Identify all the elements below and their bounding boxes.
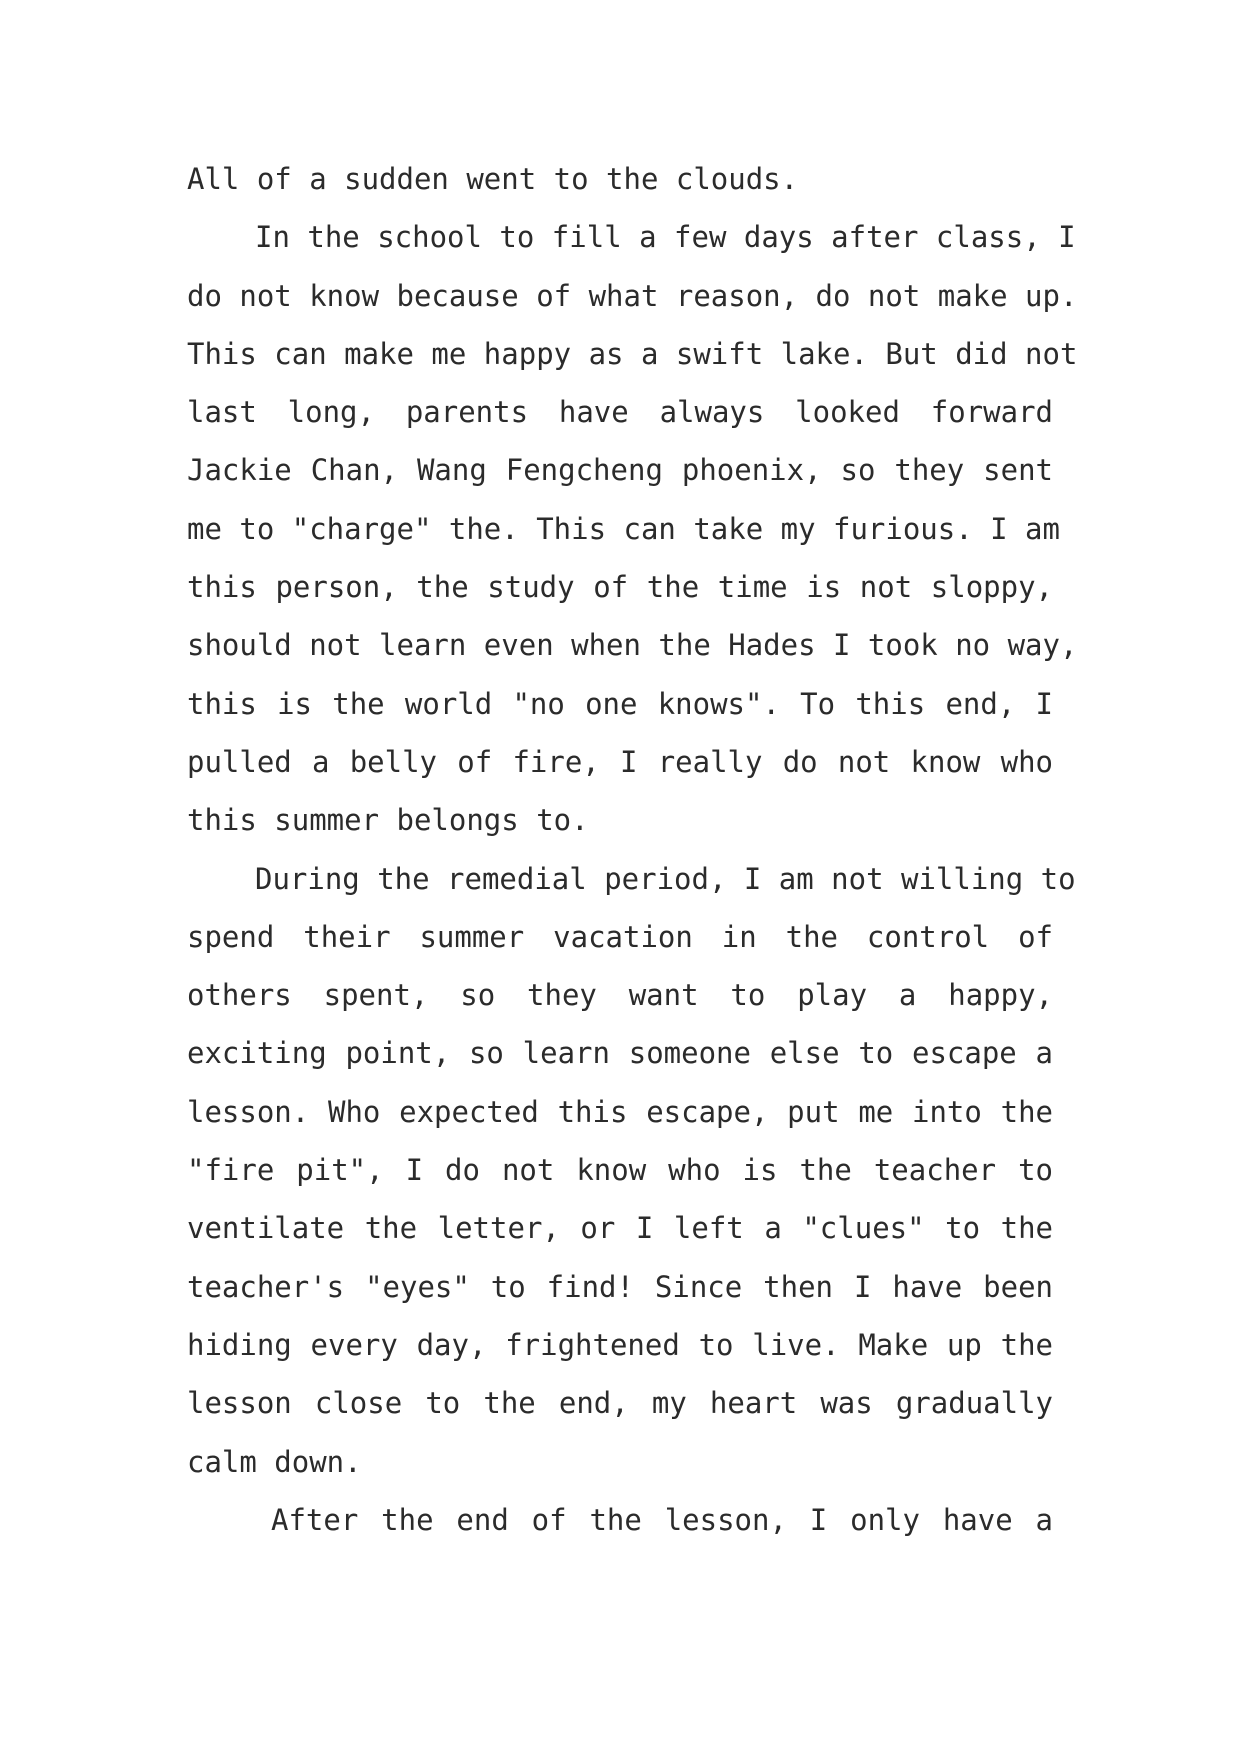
text-line: should not learn even when the Hades I took no way, xyxy=(187,628,1078,663)
text-line: pulled a belly of fire, I really do not know who xyxy=(187,744,1053,779)
text-line: lesson close to the end, my heart was gradually xyxy=(187,1386,1053,1421)
text-line: ventilate the letter, or I left a "clues" to the xyxy=(187,1211,1053,1246)
text-line: others spent, so they want to play a happy, xyxy=(187,978,1053,1013)
text-line: This can make me happy as a swift lake. But did not xyxy=(187,336,1078,371)
text-line: calm down. xyxy=(187,1444,362,1479)
body-text xyxy=(187,160,1078,1559)
text-line: this is the world "no one knows". To this end, I xyxy=(187,686,1053,721)
text-line: last long, parents have always looked forward xyxy=(187,395,1053,430)
text-line: teacher's "eyes" to find! Since then I have been xyxy=(187,1269,1053,1304)
text-line: this summer belongs to. xyxy=(187,803,589,838)
text-line: "fire pit", I do not know who is the teacher to xyxy=(187,1153,1053,1188)
text-line: me to "charge" the. This can take my furious. I am xyxy=(187,511,1060,546)
paragraph-first-line: After the end of the lesson, I only have a xyxy=(271,1502,1053,1537)
text-line: spend their summer vacation in the control of xyxy=(187,919,1053,954)
paragraph-first-line: During the remedial period, I am not willing to xyxy=(255,861,1076,896)
text-line: this person, the study of the time is not sloppy, xyxy=(187,570,1053,605)
text-line: do not know because of what reason, do not make up. xyxy=(187,278,1078,313)
text-line: exciting point, so learn someone else to escape a xyxy=(187,1036,1053,1071)
text-line: Jackie Chan, Wang Fengcheng phoenix, so they sent xyxy=(187,453,1053,488)
paragraph-first-line: In the school to fill a few days after class, I xyxy=(255,220,1076,255)
text-line: lesson. Who expected this escape, put me into the xyxy=(187,1094,1053,1129)
text-line: hiding every day, frightened to live. Make up the xyxy=(187,1327,1053,1362)
text-line: All of a sudden went to the clouds. xyxy=(187,162,799,196)
